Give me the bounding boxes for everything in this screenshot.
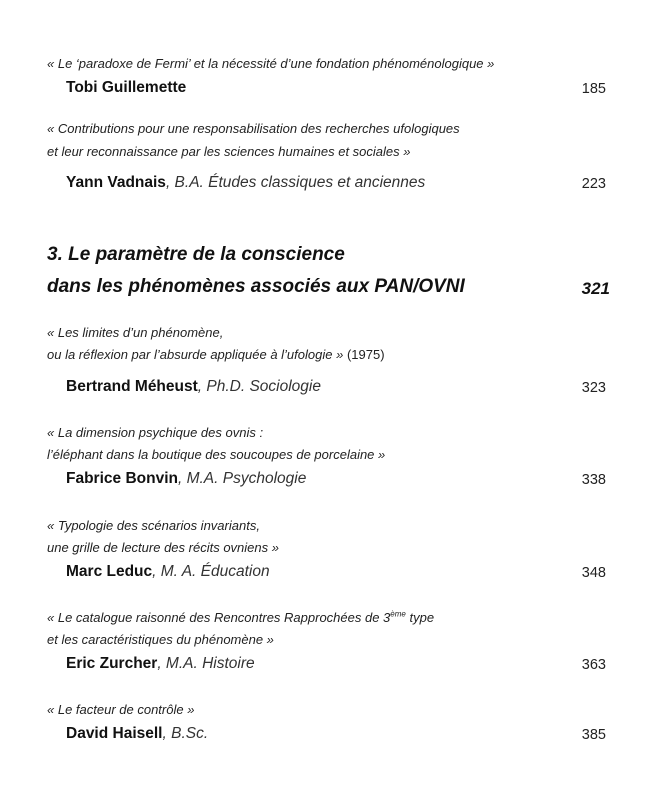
author-name: Marc Leduc <box>66 563 153 580</box>
entry-author <box>66 470 306 488</box>
author-credential: , Ph.D. Sociologie <box>197 378 321 395</box>
author-name: Yann Vadnais <box>66 174 166 191</box>
author-name: Fabrice Bonvin <box>66 470 178 487</box>
author-credential: , B.A. Études classiques et anciennes <box>165 174 426 191</box>
author-credential: , M.A. Psychologie <box>177 470 307 487</box>
page-number: 363 <box>581 657 606 673</box>
entry-title-text: type <box>405 610 435 625</box>
entry-title-text: « Le catalogue raisonné des Rencontres Rapprochées de 3 <box>47 610 391 625</box>
author-credential: , M.A. Histoire <box>157 655 255 672</box>
entry-author <box>66 563 270 581</box>
author-name: Eric Zurcher <box>66 655 158 672</box>
author-credential: , B.Sc. <box>162 725 209 742</box>
entry-title-line1: « Typologie des scénarios invariants, <box>47 518 260 533</box>
ordinal-superscript: ème <box>390 609 406 619</box>
entry-title-line2: l’éléphant dans la boutique des soucoupes de porcelaine » <box>47 447 386 462</box>
page-number: 223 <box>581 176 606 192</box>
author-credential: , M. A. Éducation <box>152 563 270 580</box>
entry-author <box>66 378 321 396</box>
author-name: Bertrand Méheust <box>66 378 198 395</box>
section-heading-line1: 3. Le paramètre de la conscience <box>47 244 345 265</box>
entry-author <box>66 655 255 673</box>
entry-title-line2 <box>47 347 385 362</box>
page-number: 338 <box>581 472 606 488</box>
entry-title-line1: « La dimension psychique des ovnis : <box>47 425 264 440</box>
entry-author <box>66 725 208 743</box>
page-number: 385 <box>581 727 606 743</box>
entry-title: « Le ‘paradoxe de Fermi’ et la nécessité d’une fondation phénoménologique » <box>47 56 495 71</box>
entry-author <box>66 174 425 192</box>
page-number: 348 <box>581 565 606 581</box>
entry-title-text: ou la réflexion par l’absurde appliquée à l’ufologie » <box>47 347 344 362</box>
author-name: David Haisell <box>66 725 163 742</box>
page-number: 185 <box>581 81 606 97</box>
author-name: Tobi Guillemette <box>66 79 187 96</box>
entry-author <box>66 79 186 97</box>
entry-title-line2: une grille de lecture des récits ovniens » <box>47 540 279 555</box>
entry-title-line2: et les caractéristiques du phénomène » <box>47 632 274 647</box>
section-page-number: 321 <box>581 279 610 298</box>
entry-title-line1 <box>47 610 434 625</box>
entry-title-line2: et leur reconnaissance par les sciences humaines et sociales » <box>47 144 411 159</box>
entry-title-line1: « Contributions pour une responsabilisation des recherches ufologiques <box>47 121 460 136</box>
entry-title-line1: « Les limites d’un phénomène, <box>47 325 224 340</box>
entry-title-line1: « Le facteur de contrôle » <box>47 702 195 717</box>
page-number: 323 <box>581 380 606 396</box>
entry-title-year: (1975) <box>343 347 385 362</box>
section-heading-line2: dans les phénomènes associés aux PAN/OVNI <box>47 276 465 297</box>
